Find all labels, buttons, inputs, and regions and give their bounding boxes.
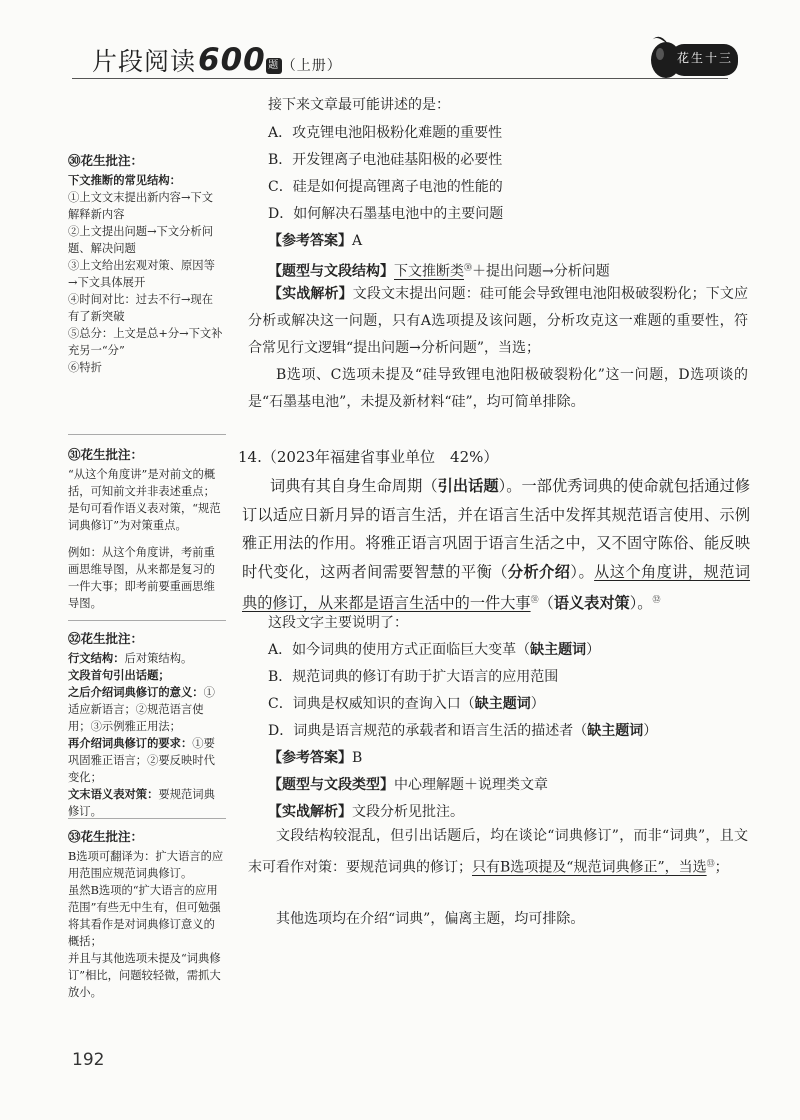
note-32-line: 文段首句引出话题； bbox=[68, 668, 170, 682]
note-32-line: 文末语义表对策：要规范词典修订。 bbox=[68, 787, 215, 818]
logo-text: 花生十三 bbox=[676, 51, 733, 65]
note-33-line: B选项可翻译为：扩大语言的应用范围应规范词典修订。 bbox=[68, 850, 224, 880]
q14-explanation: 文段结构较混乱，但引出话题后，均在谈论“词典修订”，而非“词典”，且文末可看作对策：要规范词典的修订；只有B选项提及“规范词典修正”，当选$^㉝$； bbox=[248, 828, 748, 876]
note-30-item: ⑤总分：上文是总+分→下文补充另一“分” bbox=[68, 327, 223, 357]
note-31-title: ㉛花生批注： bbox=[68, 447, 144, 462]
q14-heading: 14.（2023年福建省事业单位 42%） bbox=[238, 448, 499, 466]
q14-explanation-2: 其他选项均在介绍“词典”，偏离主题，均可排除。 bbox=[276, 911, 585, 927]
q14-option-c: C．词典是权威知识的查询入口（缺主题词） bbox=[268, 696, 545, 712]
q13-option-b: B．开发锂离子电池硅基阳极的必要性 bbox=[268, 152, 503, 168]
note-31-example: 例如：从这个角度讲，考前重画思维导图，从来都是复习的一件大事；即考前要重画思维导图。 bbox=[68, 546, 215, 610]
sidebar-divider bbox=[68, 818, 226, 819]
sidebar-divider bbox=[68, 620, 226, 621]
page-number: 192 bbox=[72, 1050, 105, 1070]
book-title bbox=[92, 42, 342, 78]
note-31-line: 是句可看作语义表对策，“规范词典修订”为对策重点。 bbox=[68, 502, 221, 532]
q13-stem: 接下来文章最可能讲述的是： bbox=[268, 97, 450, 113]
book-title-number: 600 bbox=[198, 42, 266, 78]
note-30-item: ⑥特折 bbox=[68, 361, 102, 374]
q13-option-a: A．攻克锂电池阳极粉化难题的重要性 bbox=[268, 125, 503, 141]
q13-analysis-2: B选项、C选项未提及“硅导致锂电池阳极破裂粉化”这一问题，D选项谈的是“石墨基电池”，未提及新材料“硅”，均可简单排除。 bbox=[248, 367, 748, 410]
sidebar-divider bbox=[68, 434, 226, 435]
note-30-item: ②上文提出问题→下文分析问题、解决问题 bbox=[68, 225, 214, 255]
q13-option-c: C．硅是如何提高锂离子电池的性能的 bbox=[268, 179, 503, 195]
note-33-line: 虽然B选项的“扩大语言的应用范围”有些无中生有，但可勉强将其看作是对词典修订意义的概括； bbox=[68, 884, 221, 948]
note-30-subtitle: 下文推断的常见结构： bbox=[68, 173, 181, 187]
q14-option-b: B．规范词典的修订有助于扩大语言的应用范围 bbox=[268, 669, 559, 685]
note-32-line: 之后介绍词典修订的意义：①适应新语言；②规范语言使用；③示例雅正用法； bbox=[68, 685, 215, 733]
note-30-title: ㉚花生批注： bbox=[68, 153, 144, 168]
q14-analysis: 【实战解析】文段分析见批注。 bbox=[268, 804, 464, 820]
book-title-volume: （上册） bbox=[281, 58, 342, 74]
q14-stem: 这段文字主要说明了： bbox=[268, 615, 408, 631]
q13-answer: 【参考答案】A bbox=[268, 233, 363, 249]
q14-option-a: A．如今词典的使用方式正面临巨大变革（缺主题词） bbox=[268, 642, 601, 658]
q14-type: 【题型与文段类型】中心理解题＋说理类文章 bbox=[268, 777, 548, 793]
note-33-line: 并且与其他选项未提及“词典修订”相比，问题较轻微，需抓大放小。 bbox=[68, 952, 221, 999]
sidebar-note-30 bbox=[68, 152, 224, 376]
q14-answer: 【参考答案】B bbox=[268, 750, 363, 766]
note-33-title: ㉝花生批注： bbox=[68, 829, 144, 844]
sidebar-note-31 bbox=[68, 446, 224, 612]
note-31-line: “从这个角度讲”是对前文的概括，可知前文并非表述重点； bbox=[68, 468, 216, 498]
header-rule bbox=[72, 78, 728, 79]
note-30-item: ①上文文末提出新内容→下文解释新内容 bbox=[68, 191, 214, 221]
q13-option-d: D．如何解决石墨基电池中的主要问题 bbox=[268, 206, 504, 222]
sidebar-note-32 bbox=[68, 630, 224, 820]
q13-type: 【题型与文段结构】下文推断类$^㉚$＋提出问题→分析问题 bbox=[268, 263, 610, 280]
note-32-line: 再介绍词典修订的要求：①要巩固雅正语言；②要反映时代变化； bbox=[68, 736, 215, 784]
q13-analysis: 【实战解析】文段文末提出问题：硅可能会导致锂电池阳极破裂粉化；下文应分析或解决这一问题，只有A选项提及该问题，分析攻克这一难题的重要性，符合常见行文逻辑“提出问题→分析问题”，当选； bbox=[248, 286, 749, 356]
note-30-item: ④时间对比：过去不行→现在有了新突破 bbox=[68, 293, 214, 323]
q14-passage: 词典有其自身生命周期（引出话题）。一部优秀词典的使命就包括通过修订以适应日新月异的语言生活，并在语言生活中发挥其规范语言使用、示例雅正用法的作用。将雅正语言巩固于语言生活之中，又不固守陈俗、能反映时代变化，这两者间需要智慧的平衡（分析介绍）。从这个角度讲，规范词典的修订，从来都是语言生活中的一件大事$^㉛$（语义表对策）。$^㉜$ bbox=[242, 477, 751, 613]
note-32-title: ㉜花生批注： bbox=[68, 631, 144, 646]
note-32-line: 行文结构：后对策结构。 bbox=[68, 651, 193, 665]
book-title-dao-badge: 题 bbox=[266, 58, 282, 74]
book-title-prefix: 片段阅读 bbox=[92, 47, 197, 76]
q14-option-d: D．词典是语言规范的承载者和语言生活的描述者（缺主题词） bbox=[268, 723, 658, 739]
note-30-item: ③上文给出宏观对策、原因等→下文具体展开 bbox=[68, 259, 215, 289]
sidebar-note-33 bbox=[68, 828, 224, 1001]
